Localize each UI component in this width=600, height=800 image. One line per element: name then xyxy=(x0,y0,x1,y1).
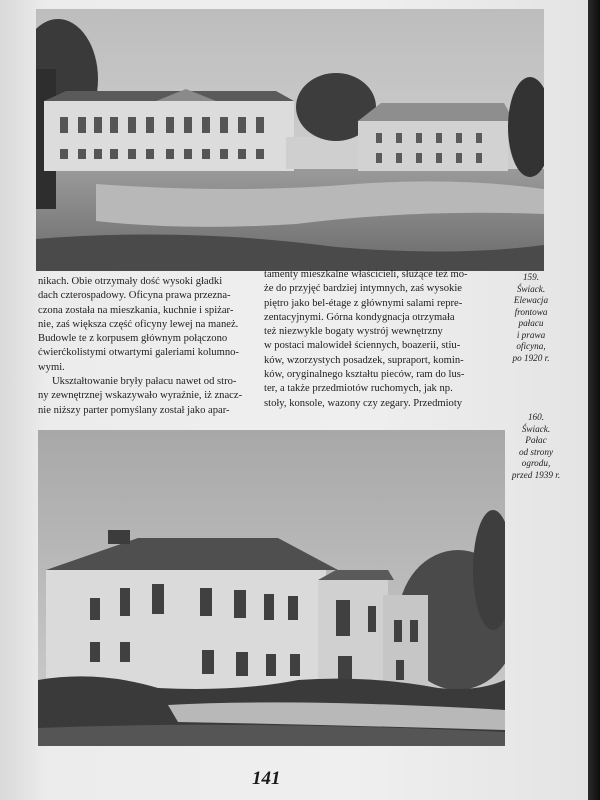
text-line: zentacyjnymi. Górna kondygnacja otrzymała xyxy=(264,311,455,323)
photo-palace-front xyxy=(36,9,544,271)
caption-line: Pałac xyxy=(525,435,547,445)
text-line: ków, wzorzystych posadzek, supraport, komin- xyxy=(264,354,464,366)
caption-figure-160 xyxy=(498,412,574,481)
book-spine-shadow xyxy=(588,0,600,800)
text-line: dach czterospadowy. Oficyna prawa przezna- xyxy=(38,290,231,302)
text-line: że do przyjęć bardziej intymnych, zaś wysokie xyxy=(264,283,462,295)
text-line: nie niższy parter pomyślany został jako apar- xyxy=(38,404,230,416)
caption-line: i prawa xyxy=(516,329,546,340)
text-line: czona została na mieszkania, kuchnie i spiżar- xyxy=(38,304,234,316)
caption-line: ogrodu, xyxy=(521,458,551,468)
caption-line: oficyna, xyxy=(516,341,546,351)
caption-line: frontowa xyxy=(514,306,548,317)
text-line: ter, a także przedmiotów ruchomych, jak np. xyxy=(264,383,453,395)
text-column-right xyxy=(264,268,498,411)
text-line: ków, oryginalnego kształtu pieców, ram do lus- xyxy=(264,369,465,381)
caption-line: Elewacja xyxy=(513,295,549,305)
caption-line: przed 1939 r. xyxy=(511,469,561,480)
text-column-left xyxy=(38,275,257,418)
photo-palace-garden-side xyxy=(38,430,505,746)
text-line: stoły, konsole, wazony czy zegary. Przedmioty xyxy=(264,397,463,409)
caption-line: 159. xyxy=(522,272,540,282)
page-number: 141 xyxy=(252,768,281,789)
caption-line: 160. xyxy=(527,412,545,422)
text-line: piętro jako bel-étage z głównymi salami repre- xyxy=(264,297,463,309)
text-line: Ukształtowanie bryły pałacu nawet od stro- xyxy=(52,376,237,388)
text-line: w postaci malowideł ściennych, boazerii, stiu- xyxy=(264,340,461,352)
caption-figure-159 xyxy=(500,272,562,364)
text-line: ćwierćkolistymi otwartymi galeriami kolumno- xyxy=(38,347,239,359)
caption-line: po 1920 r. xyxy=(512,352,550,363)
text-line: nie, zaś większa część oficyny lewej na maneż. xyxy=(38,318,239,330)
text-line: nikach. Obie otrzymały dość wysoki gładki xyxy=(38,276,223,287)
text-line: też niezwykle bogaty wystrój wewnętrzny xyxy=(264,326,443,338)
text-line: Budowle te z korpusem głównym połączono xyxy=(38,333,228,345)
text-line: tamenty mieszkalne właścicieli, służące też mo- xyxy=(264,269,468,280)
caption-line: pałacu xyxy=(518,318,544,328)
caption-line: Świack. xyxy=(516,283,546,294)
caption-line: od strony xyxy=(518,446,554,457)
text-line: wymi. xyxy=(38,361,65,373)
text-line: ny zewnętrznej wskazywało wyraźnie, iż znacz- xyxy=(38,390,243,402)
caption-line: Świack. xyxy=(521,423,551,434)
